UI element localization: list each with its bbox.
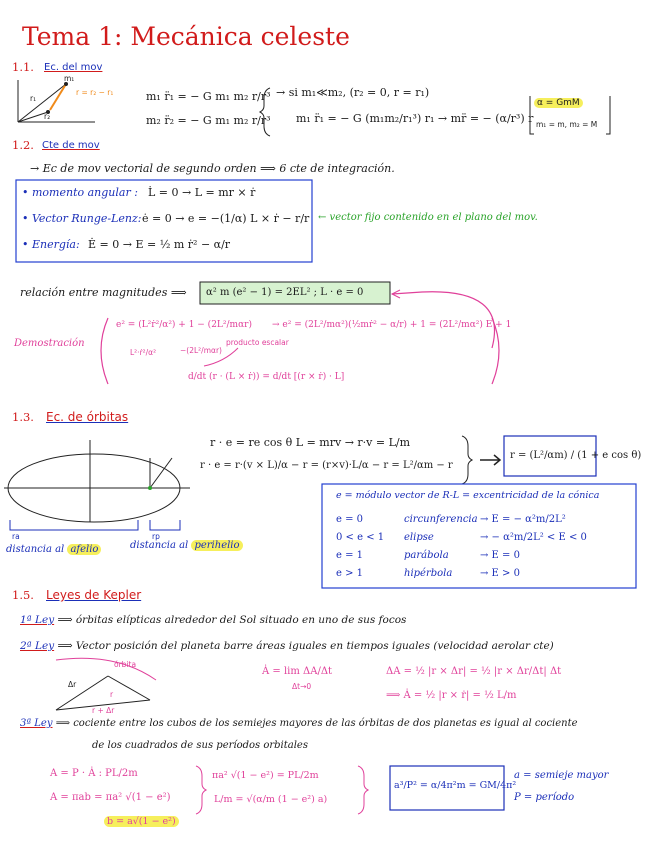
demo-step-1a: L²·ṙ²/α² — [130, 348, 157, 357]
conic-condition-0: e = 0 — [336, 514, 364, 525]
kepler-eq-3: πa² √(1 − e²) = PL/2m — [212, 770, 319, 781]
section-1-3-heading: Ec. de órbitas — [46, 410, 129, 424]
conic-name-1: elipse — [404, 532, 434, 543]
conic-energy-1: → − α²m/2L² < E < 0 — [480, 532, 587, 543]
integration-constants-line: → Ec de mov vectorial de segundo orden ⟹ 6 cte de integración. — [30, 162, 395, 175]
semi-major-axis-note: a = semieje mayor — [514, 770, 609, 781]
diagram-label-r1: r₁ — [30, 94, 37, 103]
demo-step-3: d/dt (r · (L × ṙ)) = d/dt [(r × ṙ) · L] — [188, 372, 345, 382]
semi-minor-axis-highlight: b = a√(1 − e²) — [104, 816, 179, 827]
section-1-2-heading: Cte de mov — [42, 140, 100, 151]
eq-motion-2: m₂ r̈₂ = − G m₁ m₂ r/r³ — [146, 114, 271, 127]
perihelion-label: distancia al perihelio — [130, 540, 243, 551]
areal-velocity-result: ⟹ Ȧ = ½ |r × ṙ| = ½ L/m — [386, 690, 517, 701]
item-angular-momentum-label: • momento angular : — [22, 186, 138, 199]
conic-energy-3: → E > 0 — [480, 568, 520, 579]
label-rp: rp — [152, 532, 160, 541]
conic-energy-2: → E = 0 — [480, 550, 520, 561]
kepler-result: a³/P² = α/4π²m = GM/4π² — [394, 780, 517, 791]
diagram-label-m1: m₁ — [64, 74, 75, 83]
item-energy-eq: Ė = 0 → E = ½ m ṙ² − α/r — [88, 238, 231, 251]
conic-heading: e = módulo vector de R-L = excentricidad de la cónica — [336, 490, 600, 501]
orbit-eq-1: r · e = re cos θ L = mrv → r·v = L/m — [210, 436, 411, 449]
law-1: 1ª Ley ⟹ órbitas elípticas alrededor del Sol situado en uno de sus focos — [20, 614, 407, 626]
kepler-eq-4: L/m = √(α/m (1 − e²) a) — [214, 794, 328, 805]
conic-condition-1: 0 < e < 1 — [336, 532, 385, 543]
relation-equation: α² m (e² − 1) = 2EL² ; L · e = 0 — [206, 287, 364, 298]
eq-motion-1: m₁ r̈₁ = − G m₁ m₂ r/r³ — [146, 90, 271, 103]
alpha-highlight: α = GmM — [534, 98, 583, 108]
section-1-2-number: 1.2. — [12, 138, 34, 152]
demo-step-1b: −(2L²/mαr) — [180, 346, 222, 355]
orbit-eq-2: r · e = r·(v × L)/α − r = (r×v)·L/α − r = L²/αm − r — [200, 460, 453, 471]
law-3-line-2: de los cuadrados de sus períodos orbitales — [92, 740, 308, 751]
relation-label: relación entre magnitudes ⟹ — [20, 286, 187, 299]
item-runge-lenz-label: • Vector Runge-Lenz: — [22, 212, 142, 225]
kepler-eq-2: A = πab = πa² √(1 − e²) — [50, 792, 171, 803]
demo-scalar-product-note: producto escalar — [226, 338, 289, 347]
period-note: P = período — [514, 792, 575, 803]
page-title: Tema 1: Mecánica celeste — [22, 22, 350, 51]
r-plus-dr-label: r + Δr — [92, 706, 115, 715]
orbit-label: órbita — [114, 660, 137, 669]
section-1-5-number: 1.5. — [12, 588, 34, 602]
eq-condition: → si m₁≪m₂, (r₂ = 0, r = r₁) — [276, 86, 430, 99]
law-3-line-1: 3ª Ley ⟹ cociente entre los cubos de los semiejes mayores de las órbitas de dos planetas es igual al cociente — [20, 718, 578, 729]
conic-name-2: parábola — [404, 550, 449, 561]
kepler-eq-1: A = P · Ȧ : PL/2m — [50, 768, 138, 779]
conic-name-0: circunferencia — [404, 514, 478, 525]
aphelion-label: distancia al afelio — [6, 544, 101, 555]
diagram-label-rel: r = r₂ − r₁ — [76, 88, 114, 97]
item-runge-lenz-eq: ė = 0 → e = −(1/α) L × ṙ − r/r — [142, 212, 310, 225]
demo-step-2: → e² = (2L²/mα²)(½mṙ² − α/r) + 1 = (2L²/mα²) E + 1 — [272, 320, 512, 330]
conic-condition-3: e > 1 — [336, 568, 364, 579]
demo-label: Demostración — [14, 338, 85, 349]
delta-r-label: Δr — [68, 680, 77, 689]
conic-energy-0: → E = − α²m/2L² — [480, 514, 566, 525]
demo-step-1: e² = (L²ṙ²/α²) + 1 − (2L²/mαr) — [116, 320, 252, 330]
item-energy-label: • Energía: — [22, 238, 80, 251]
areal-velocity-limit: Δt→0 — [292, 682, 312, 691]
areal-velocity-def: Ȧ = lim ΔA/Δt — [262, 666, 333, 677]
orbit-result: r = (L²/αm) / (1 + e cos θ) — [510, 450, 642, 461]
section-1-1-heading: Ec. del mov — [44, 62, 103, 73]
mass-definitions: m₁ = m, m₂ = M — [536, 120, 598, 129]
section-1-5-heading: Leyes de Kepler — [46, 588, 142, 602]
runge-lenz-note: ← vector fijo contenido en el plano del mov. — [318, 212, 538, 223]
conic-condition-2: e = 1 — [336, 550, 364, 561]
area-increment: ΔA = ½ |r × Δr| = ½ |r × Δr/Δt| Δt — [386, 666, 562, 677]
law-2: 2ª Ley ⟹ Vector posición del planeta barre áreas iguales en tiempos iguales (velocidad aerolar cte) — [20, 640, 554, 652]
r-label: r — [110, 690, 114, 699]
item-angular-momentum-eq: L̇ = 0 → L = mr × ṙ — [148, 186, 256, 199]
diagram-label-r2: r₂ — [44, 112, 51, 121]
section-1-1-number: 1.1. — [12, 60, 34, 74]
section-1-3-number: 1.3. — [12, 410, 34, 424]
eq-motion-3: m₁ r̈₁ = − G (m₁m₂/r₁³) r₁ → mr̈ = − (α/r³) r — [296, 112, 534, 125]
conic-name-3: hipérbola — [404, 568, 453, 579]
label-ra: ra — [12, 532, 20, 541]
